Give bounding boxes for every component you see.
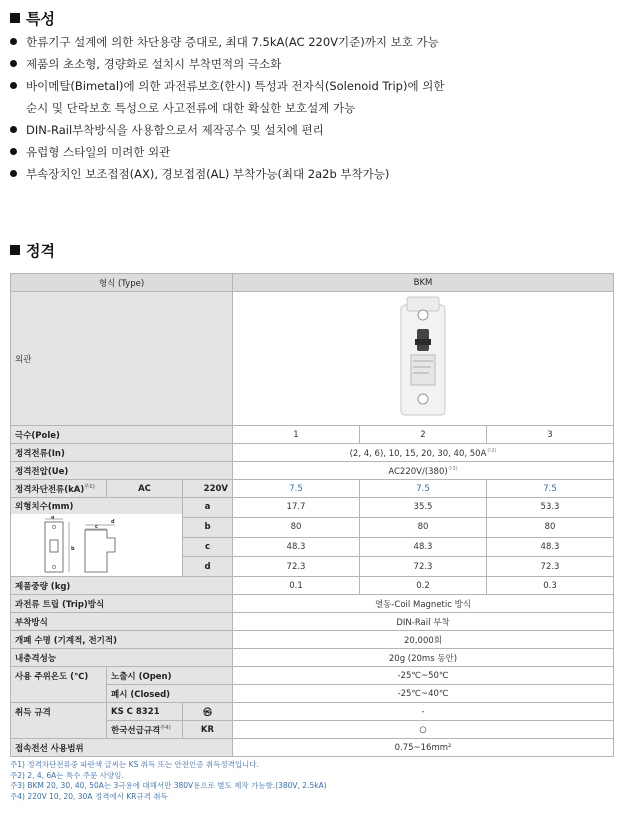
dim-value: 80 — [487, 517, 614, 537]
table-row — [11, 595, 614, 613]
type-header: 형식 (Type) — [11, 274, 233, 292]
square-bullet-icon — [10, 13, 20, 23]
kr-label: 한국선급규격$^{주4)}$ — [107, 721, 183, 739]
bullet-icon — [10, 170, 17, 177]
dim-key: c — [183, 537, 233, 557]
dim-value: 48.3 — [360, 537, 487, 557]
poles-value: 3 — [487, 426, 614, 444]
table-row — [11, 426, 614, 444]
breaking-label: 정격차단전류(kA)$^{주1)}$ — [11, 480, 107, 498]
bullet-icon — [10, 38, 17, 45]
table-row — [11, 444, 614, 462]
mount-value: DIN-Rail 부착 — [233, 613, 614, 631]
table-row — [11, 577, 614, 595]
rated-current-value: (2, 4, 6), 10, 15, 20, 30, 40, $50A^{주2)}$ — [233, 444, 614, 462]
table-row — [11, 292, 614, 426]
bullet-icon — [10, 126, 17, 133]
footnote: 주4) 220V 10, 20, 30A 정격에서 KR규격 취득 — [10, 791, 168, 801]
temp-closed-value: -25℃~40℃ — [233, 685, 614, 703]
breaking-value: 7.5 — [360, 480, 487, 498]
weight-label: 제품중량 (kg) — [11, 577, 233, 595]
dims-cell — [11, 498, 183, 577]
table-row — [11, 631, 614, 649]
footnotes — [10, 760, 327, 802]
temp-open-value: -25℃~50℃ — [233, 667, 614, 685]
svg-text:d: d — [111, 519, 115, 525]
bullet-icon — [10, 148, 17, 155]
table-row — [11, 703, 614, 721]
impulse-label: 내충격성능 — [11, 649, 233, 667]
dim-value: 80 — [360, 517, 487, 537]
ks-mark-icon: ㉿ — [183, 703, 233, 721]
dim-value: 48.3 — [487, 537, 614, 557]
ratings-title: 정격 — [10, 240, 55, 261]
bullet-icon — [10, 60, 17, 67]
feature-item: 제품의 초소형, 경량화로 설치시 부착면적의 극소화 — [10, 56, 281, 72]
table-row — [11, 613, 614, 631]
table-row — [11, 498, 614, 518]
svg-text:b: b — [71, 546, 75, 552]
dim-value: 72.3 — [487, 557, 614, 577]
footnote: 주2) 2, 4, 6A는 특수 주문 사양임. — [10, 770, 124, 780]
dimension-diagram — [15, 516, 175, 576]
weight-value: 0.2 — [360, 577, 487, 595]
table-row — [11, 739, 614, 757]
wire-label: 접속전선 사용범위 — [11, 739, 233, 757]
cert-label: 취득 규격 — [11, 703, 107, 739]
weight-value: 0.1 — [233, 577, 360, 595]
trip-value: 열동-Coil Magnetic 방식 — [233, 595, 614, 613]
table-row — [11, 480, 614, 498]
wire-value: 0.75~16mm² — [233, 739, 614, 757]
model-header: BKM — [233, 274, 614, 292]
product-photo-cell — [233, 292, 614, 426]
table-row — [11, 667, 614, 685]
dims-label: 외형치수(mm) — [11, 498, 182, 514]
table-row — [11, 462, 614, 480]
table-row — [11, 649, 614, 667]
temp-label: 사용 주위온도 (℃) — [11, 667, 107, 703]
feature-item: 부속장치인 보조접점(AX), 경보접점(AL) 부착가능(최대 2a2b 부착가능) — [10, 166, 389, 182]
temp-closed-label: 폐시 (Closed) — [107, 685, 233, 703]
feature-item: 유럽형 스타일의 미려한 외관 — [10, 144, 170, 160]
poles-label: 극수(Pole) — [11, 426, 233, 444]
mount-label: 부착방식 — [11, 613, 233, 631]
ks-label: KS C 8321 — [107, 703, 183, 721]
dim-key: d — [183, 557, 233, 577]
dim-value: 72.3 — [233, 557, 360, 577]
kr-value: ○ — [233, 721, 614, 739]
square-bullet-icon — [10, 245, 20, 255]
breaking-voltage: 220V — [183, 480, 233, 498]
rated-voltage-label: 정격전압(Ue) — [11, 462, 233, 480]
temp-open-label: 노출시 (Open) — [107, 667, 233, 685]
dim-value: 72.3 — [360, 557, 487, 577]
dim-value: 48.3 — [233, 537, 360, 557]
dim-value: 35.5 — [360, 498, 487, 518]
breaking-value: 7.5 — [233, 480, 360, 498]
svg-text:c: c — [95, 524, 98, 530]
breaking-value: 7.5 — [487, 480, 614, 498]
poles-value: 1 — [233, 426, 360, 444]
life-label: 개폐 수명 (기계적, 전기적) — [11, 631, 233, 649]
dim-key: a — [183, 498, 233, 518]
footnote: 주1) 정격차단전류중 파란색 글씨는 KS 취득 또는 안전인증 취득정격입니다. — [10, 760, 259, 769]
ratings-table — [10, 273, 614, 757]
ks-value: - — [233, 703, 614, 721]
feature-item-continuation: 순시 및 단락보호 특성으로 사고전류에 대한 확실한 보호설계 가능 — [26, 101, 356, 115]
breaking-ac: AC — [107, 480, 183, 498]
dim-value: 17.7 — [233, 498, 360, 518]
appearance-label: 외관 — [11, 292, 233, 426]
kr-mark: KR — [183, 721, 233, 739]
dim-value: 53.3 — [487, 498, 614, 518]
feature-item: 바이메탈(Bimetal)에 의한 과전류보호(한시) 특성과 전자식(Solenoid Trip)에 의한 — [10, 78, 444, 94]
feature-item: 한류기구 설계에 의한 차단용량 증대로, 최대 7.5kA(AC 220V기준)까지 보호 가능 — [10, 34, 439, 50]
svg-text:a: a — [51, 516, 55, 521]
features-title: 특성 — [10, 8, 55, 29]
dim-value: 80 — [233, 517, 360, 537]
rated-voltage-value: $AC220V/(380)^{주3)}$ — [233, 462, 614, 480]
impulse-value: 20g (20ms 동안) — [233, 649, 614, 667]
breaker-photo — [393, 295, 453, 420]
feature-item: DIN-Rail부착방식을 사용함으로서 제작공수 및 설치에 편리 — [10, 122, 324, 138]
life-value: 20,000회 — [233, 631, 614, 649]
table-row — [11, 274, 614, 292]
rated-current-label: 정격전류(In) — [11, 444, 233, 462]
weight-value: 0.3 — [487, 577, 614, 595]
footnote: 주3) BKM 20, 30, 40, 50A는 3극용에 대해서만 380V용으로 별도 제작 가능함.(380V, 2.5kA) — [10, 781, 327, 790]
poles-value: 2 — [360, 426, 487, 444]
bullet-icon — [10, 82, 17, 89]
trip-label: 과전류 트립 (Trip)방식 — [11, 595, 233, 613]
dim-key: b — [183, 517, 233, 537]
